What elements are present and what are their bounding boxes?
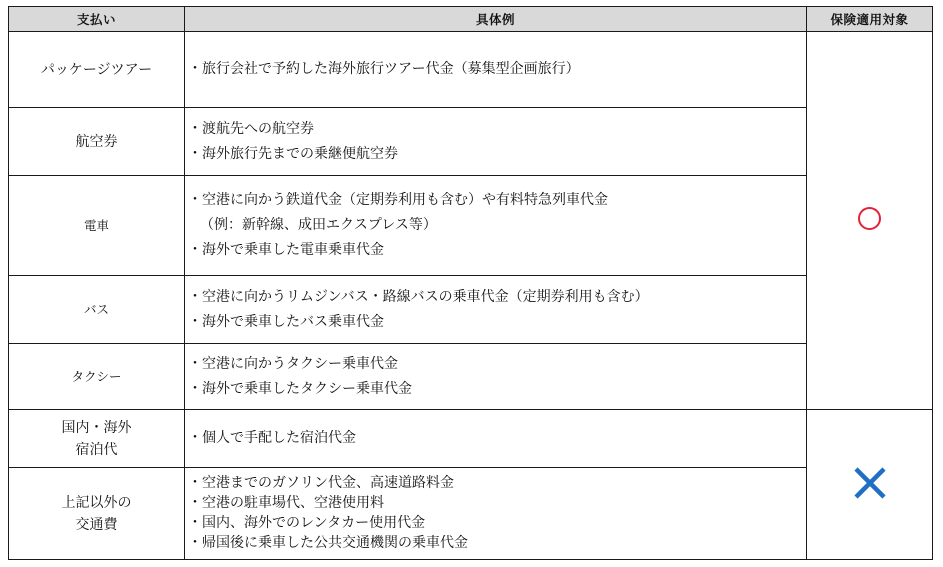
table-row bbox=[9, 410, 933, 468]
table-row bbox=[9, 468, 933, 560]
category-cell bbox=[9, 344, 185, 410]
example-item: ・旅行会社で予約した海外旅行ツアー代金（募集型企画旅行） bbox=[188, 61, 580, 77]
category-label: パッケージツアー bbox=[40, 61, 153, 78]
example-item: ・空港に向かうタクシー乗車代金 bbox=[188, 355, 398, 372]
category-label: 航空券 bbox=[75, 133, 118, 150]
category-cell bbox=[9, 176, 185, 276]
example-item: ・海外で乗車したタクシー乗車代金 bbox=[188, 380, 412, 397]
examples-cell bbox=[185, 276, 807, 344]
examples-cell bbox=[185, 108, 807, 176]
header-payment: 支払い bbox=[9, 7, 185, 32]
table-header-row bbox=[9, 7, 933, 32]
table-row bbox=[9, 108, 933, 176]
category-label: タクシー bbox=[71, 368, 122, 384]
coverage-table bbox=[8, 6, 933, 560]
category-label: バス bbox=[83, 301, 109, 317]
header-coverage: 保険適用対象 bbox=[807, 7, 933, 32]
example-item: ・空港に向かうリムジンバス・路線バスの乗車代金（定期券利用も含む） bbox=[188, 288, 649, 305]
table-row bbox=[9, 32, 933, 108]
table-row bbox=[9, 276, 933, 344]
category-label: 電車 bbox=[83, 217, 109, 233]
category-label: 交通費 bbox=[75, 516, 118, 533]
example-item: ・海外旅行先までの乗継便航空券 bbox=[188, 145, 398, 162]
example-item: ・帰国後に乗車した公共交通機関の乗車代金 bbox=[188, 535, 468, 551]
category-label: 上記以外の bbox=[61, 494, 132, 511]
examples-cell bbox=[185, 468, 807, 560]
category-cell bbox=[9, 32, 185, 108]
coverage-cell-covered bbox=[807, 32, 933, 410]
example-item: ・海外で乗車した電車乗車代金 bbox=[188, 242, 384, 258]
category-label: 宿泊代 bbox=[75, 441, 118, 458]
category-label: 国内・海外 bbox=[61, 419, 132, 436]
examples-cell bbox=[185, 176, 807, 276]
examples-cell bbox=[185, 410, 807, 468]
table-row bbox=[9, 344, 933, 410]
example-item: ・海外で乗車したバス乗車代金 bbox=[188, 313, 384, 330]
cross-icon bbox=[853, 466, 887, 500]
examples-cell bbox=[185, 344, 807, 410]
table-row bbox=[9, 176, 933, 276]
example-item: ・空港までのガソリン代金、高速道路料金 bbox=[188, 475, 454, 491]
category-cell bbox=[9, 108, 185, 176]
coverage-table-container bbox=[8, 6, 932, 558]
example-item: ・空港に向かう鉄道代金（定期券利用も含む）や有料特急列車代金 bbox=[188, 192, 608, 208]
circle-icon bbox=[858, 207, 881, 230]
examples-cell bbox=[185, 32, 807, 108]
category-cell bbox=[9, 410, 185, 468]
example-item: ・渡航先への航空券 bbox=[188, 120, 314, 137]
header-examples: 具体例 bbox=[185, 7, 807, 32]
example-item: （例：新幹線、成田エクスプレス等） bbox=[200, 217, 437, 233]
example-item: ・空港の駐車場代、空港使用料 bbox=[188, 495, 384, 511]
category-cell bbox=[9, 276, 185, 344]
coverage-cell-not-covered bbox=[807, 410, 933, 560]
example-item: ・個人で手配した宿泊代金 bbox=[188, 430, 356, 446]
example-item: ・国内、海外でのレンタカー使用代金 bbox=[188, 515, 426, 531]
category-cell bbox=[9, 468, 185, 560]
